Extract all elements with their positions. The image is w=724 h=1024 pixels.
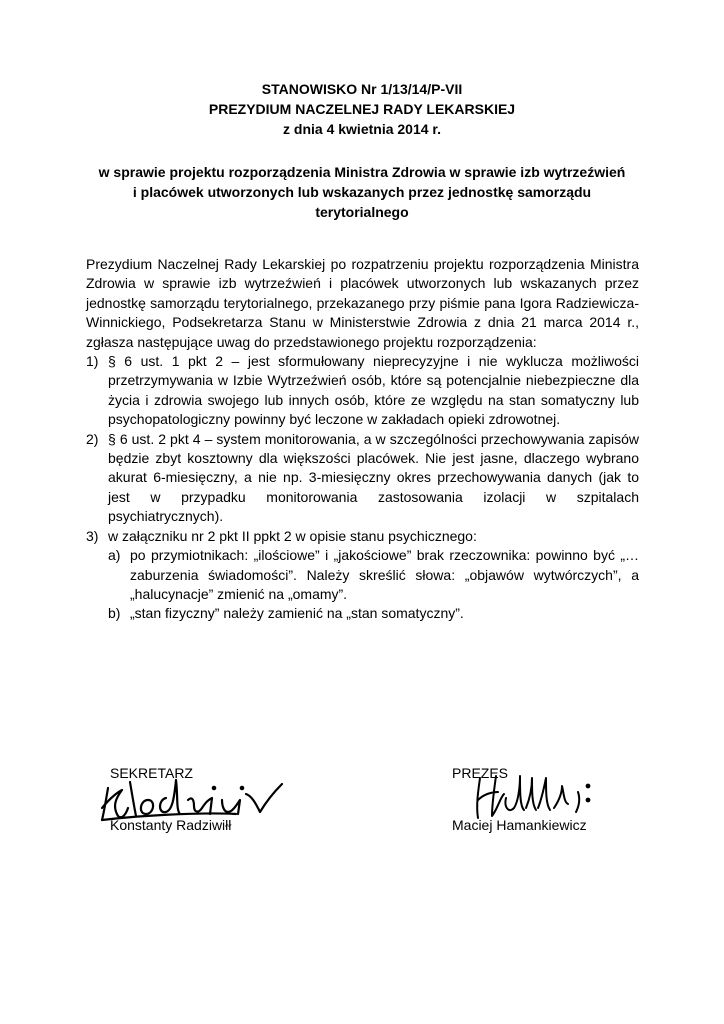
- sub-list-marker: a): [108, 547, 121, 564]
- president-name: Maciej Hamankiewicz: [452, 817, 587, 833]
- list-item-text: § 6 ust. 1 pkt 2 – jest sformułowany nieprecyzyjne i nie wyklucza możliwości przetrzymywania w Izbie Wytrzeźwień osób, które są potencjalnie niebezpieczne dla życia i zdrowia swojego lub innych osób, które ze względu na stan somatyczny lub psychopatologiczny powinny być leczone w zakładach opieki zdrowotnej.: [108, 353, 639, 428]
- president-signature: [470, 768, 610, 828]
- sub-list-marker: b): [108, 605, 121, 622]
- document-date: z dnia 4 kwietnia 2014 r.: [283, 121, 441, 137]
- sub-list: [108, 546, 639, 624]
- remarks-list: [86, 352, 639, 624]
- list-marker: 3): [86, 527, 99, 544]
- document-body: [86, 255, 639, 624]
- subject-line-1: w sprawie projektu rozporządzenia Ministra Zdrowia w sprawie izb wytrzeźwień: [98, 164, 626, 180]
- subject-line-2: i placówek utworzonych lub wskazanych przez jednostkę samorządu: [132, 184, 592, 200]
- list-marker: 1): [86, 353, 99, 370]
- list-item-text: w załączniku nr 2 pkt II ppkt 2 w opisie stanu psychicznego:: [108, 527, 477, 544]
- list-marker: 2): [86, 430, 99, 447]
- intro-paragraph: Prezydium Naczelnej Rady Lekarskiej po rozpatrzeniu projektu rozporządzenia Ministra Zdrowia w sprawie izb wytrzeźwień i placówek utworzonych lub wskazanych przez jednostkę samorządu terytorialnego, przekazanego przy piśmie pana Igora Radziewicza-Winnickiego, Podsekretarza Stanu w Ministerstwie Zdrowia z dnia 21 marca 2014 r., zgłasza następujące uwag do przedstawionego projektu rozporządzenia:: [86, 256, 639, 350]
- list-item: [86, 430, 639, 527]
- list-item: [86, 352, 639, 430]
- president-role: PREZES: [452, 765, 509, 781]
- sub-list-item: [108, 604, 639, 623]
- secretary-signature: [96, 770, 316, 830]
- secretary-name: Konstanty Radziwiłł: [110, 817, 232, 833]
- subject-line-3: terytorialnego: [315, 204, 409, 220]
- list-item-text: § 6 ust. 2 pkt 4 – system monitorowania, a w szczególności przechowywania zapisów będzie zbyt kosztowny dla większości placówek. Nie jest jasne, dlaczego wybrano akurat 6-miesięczny, a nie np. 3-miesięczny okres przechowywania danych (jak to jest w przypadku monitorowania zastosowania izolacji w szpitalach psychiatrycznych).: [108, 430, 639, 525]
- sub-list-item: [108, 546, 639, 604]
- secretary-role: SEKRETARZ: [110, 765, 193, 781]
- list-item-content: [108, 527, 639, 624]
- document-header: [0, 79, 724, 139]
- document-subject: [80, 162, 644, 222]
- list-item: [86, 527, 639, 624]
- sub-list-item-text: „stan fizyczny” należy zamienić na „stan somatyczny”.: [130, 605, 464, 622]
- issuing-body: PREZYDIUM NACZELNEJ RADY LEKARSKIEJ: [208, 101, 516, 117]
- document-number: STANOWISKO Nr 1/13/14/P-VII: [261, 81, 463, 97]
- sub-list-item-text: po przymiotnikach: „ilościowe” i „jakościowe” brak rzeczownika: powinno być „…zaburzenia świadomości”. Należy skreślić słowa: „objawów wytwórczych”, a „halucynacje” zmienić na „omamy”.: [130, 547, 639, 602]
